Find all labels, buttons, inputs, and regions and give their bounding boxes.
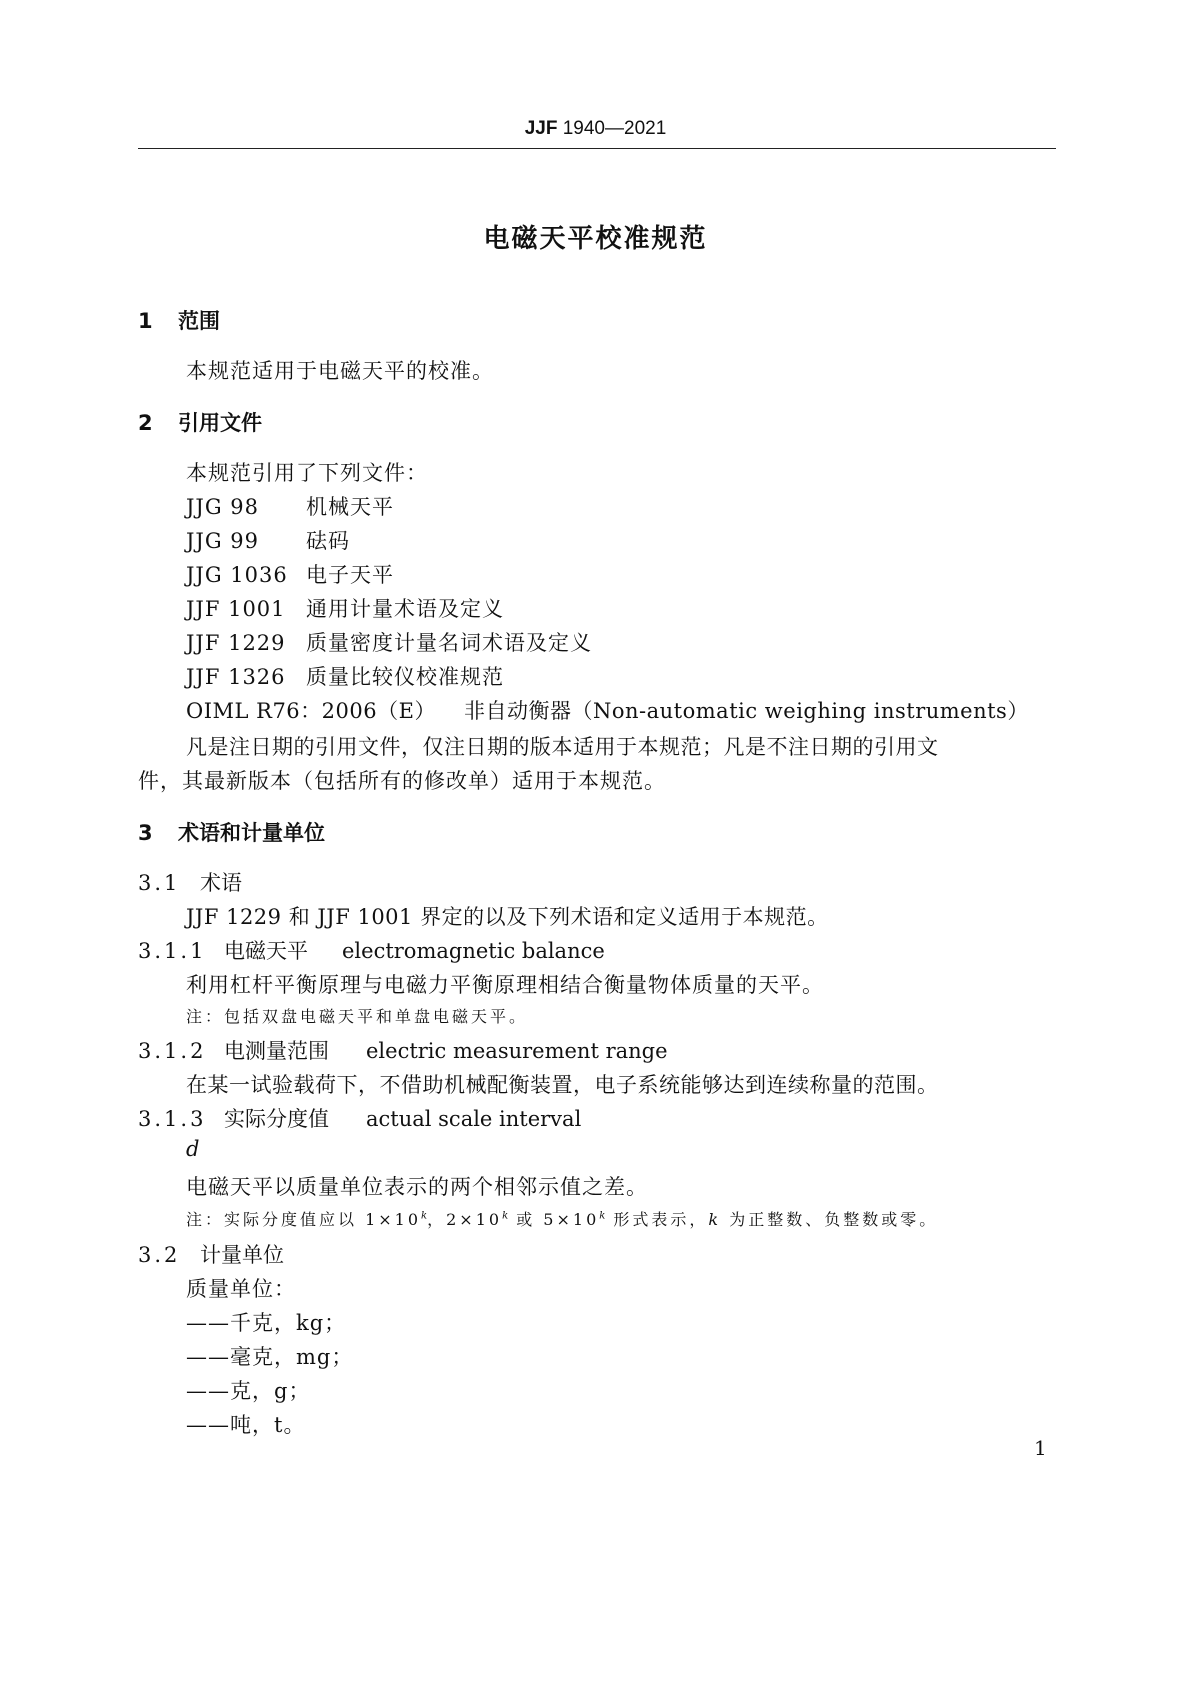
header-code-number: 1940—2021 xyxy=(562,118,667,139)
term-3-1-2-definition: 在某一试验载荷下，不借助机械配衡装置，电子系统能够达到连续称量的范围。 xyxy=(186,1073,939,1097)
subsection-number: 3.2 xyxy=(138,1243,181,1267)
reference-code: JJF 1326 xyxy=(186,665,286,689)
subsection-number: 3.1 xyxy=(138,871,181,895)
note-text: 为正整数、负整数或零。 xyxy=(721,1210,939,1229)
reference-item xyxy=(186,525,350,555)
term-3-1-2-heading xyxy=(138,1035,668,1065)
term-3-1-1-note: 注：包括双盘电磁天平和单盘电磁天平。 xyxy=(186,1007,529,1026)
section-number: 3 xyxy=(138,821,153,845)
reference-code: OIML R76：2006（E） xyxy=(186,699,436,723)
reference-name: 砝码 xyxy=(306,529,350,553)
reference-name: 机械天平 xyxy=(306,495,394,519)
subsection-3-2-heading xyxy=(138,1239,284,1269)
term-number: 3.1.2 xyxy=(138,1039,207,1063)
reference-name: 通用计量术语及定义 xyxy=(306,597,504,621)
section-1-text: 本规范适用于电磁天平的校准。 xyxy=(186,359,494,383)
note-text: 注：实际分度值应以 1×10 xyxy=(186,1210,422,1229)
term-number: 3.1.1 xyxy=(138,939,207,963)
term-3-1-3-definition: 电磁天平以质量单位表示的两个相邻示值之差。 xyxy=(186,1175,648,1199)
term-english: actual scale interval xyxy=(366,1107,582,1131)
note-text: 形式表示， xyxy=(605,1210,709,1229)
superscript-k: k xyxy=(599,1210,606,1222)
reference-item xyxy=(186,661,504,691)
section-number: 1 xyxy=(138,309,153,333)
page-header xyxy=(0,118,1191,140)
term-chinese: 电测量范围 xyxy=(224,1039,329,1063)
references-paragraph-line-2: 件，其最新版本（包括所有的修改单）适用于本规范。 xyxy=(138,769,666,793)
reference-code: JJF 1001 xyxy=(186,597,286,621)
subsection-title: 术语 xyxy=(200,871,242,895)
reference-name: 非自动衡器（Non-automatic weighing instruments） xyxy=(464,699,1029,723)
term-english: electric measurement range xyxy=(366,1039,668,1063)
reference-name: 质量比较仪校准规范 xyxy=(306,665,504,689)
term-3-1-1-heading xyxy=(138,935,605,965)
reference-item xyxy=(186,593,504,623)
unit-item: ——吨，t。 xyxy=(186,1413,306,1437)
reference-item xyxy=(186,491,394,521)
term-3-1-3-symbol xyxy=(186,1137,200,1161)
reference-code: JJG 99 xyxy=(186,529,260,553)
reference-item xyxy=(186,627,592,657)
reference-name: 电子天平 xyxy=(306,563,394,587)
section-1-heading xyxy=(138,305,220,335)
term-english: electromagnetic balance xyxy=(342,939,605,963)
references-intro: 本规范引用了下列文件： xyxy=(186,461,428,485)
reference-code: JJG 1036 xyxy=(186,563,288,587)
term-number: 3.1.3 xyxy=(138,1107,207,1131)
variable-k: k xyxy=(708,1210,722,1229)
superscript-k: k xyxy=(502,1210,509,1222)
symbol-d: d xyxy=(186,1137,201,1161)
subsection-3-1-heading xyxy=(138,867,242,897)
term-3-1-3-note xyxy=(186,1207,938,1230)
references-paragraph-line-1: 凡是注日期的引用文件，仅注日期的版本适用于本规范；凡是不注日期的引用文 xyxy=(186,735,939,759)
section-title: 术语和计量单位 xyxy=(178,821,325,845)
unit-item: ——毫克，mg； xyxy=(186,1345,354,1369)
reference-item xyxy=(186,695,1029,725)
reference-code: JJF 1229 xyxy=(186,631,286,655)
section-number: 2 xyxy=(138,411,153,435)
mass-units-intro: 质量单位： xyxy=(186,1277,296,1301)
section-3-heading xyxy=(138,817,325,847)
term-chinese: 实际分度值 xyxy=(224,1107,329,1131)
unit-item: ——克，g； xyxy=(186,1379,311,1403)
unit-item: ——千克，kg； xyxy=(186,1311,347,1335)
reference-code: JJG 98 xyxy=(186,495,260,519)
header-rule xyxy=(138,148,1056,149)
note-text: ，2×10 xyxy=(427,1210,503,1229)
document-title: 电磁天平校准规范 xyxy=(483,224,708,254)
reference-item xyxy=(186,559,394,589)
section-2-heading xyxy=(138,407,262,437)
section-title: 引用文件 xyxy=(178,411,262,435)
term-3-1-1-definition: 利用杠杆平衡原理与电磁力平衡原理相结合衡量物体质量的天平。 xyxy=(186,973,824,997)
subsection-title: 计量单位 xyxy=(200,1243,284,1267)
note-text: 或 5×10 xyxy=(508,1210,600,1229)
term-chinese: 电磁天平 xyxy=(224,939,308,963)
page-number: 1 xyxy=(1034,1436,1047,1460)
term-3-1-3-heading xyxy=(138,1103,581,1133)
terms-intro: JJF 1229 和 JJF 1001 界定的以及下列术语和定义适用于本规范。 xyxy=(186,905,829,929)
header-code-prefix: JJF xyxy=(524,118,558,139)
section-title: 范围 xyxy=(178,309,220,333)
superscript-k: k xyxy=(421,1210,428,1222)
reference-name: 质量密度计量名词术语及定义 xyxy=(306,631,592,655)
